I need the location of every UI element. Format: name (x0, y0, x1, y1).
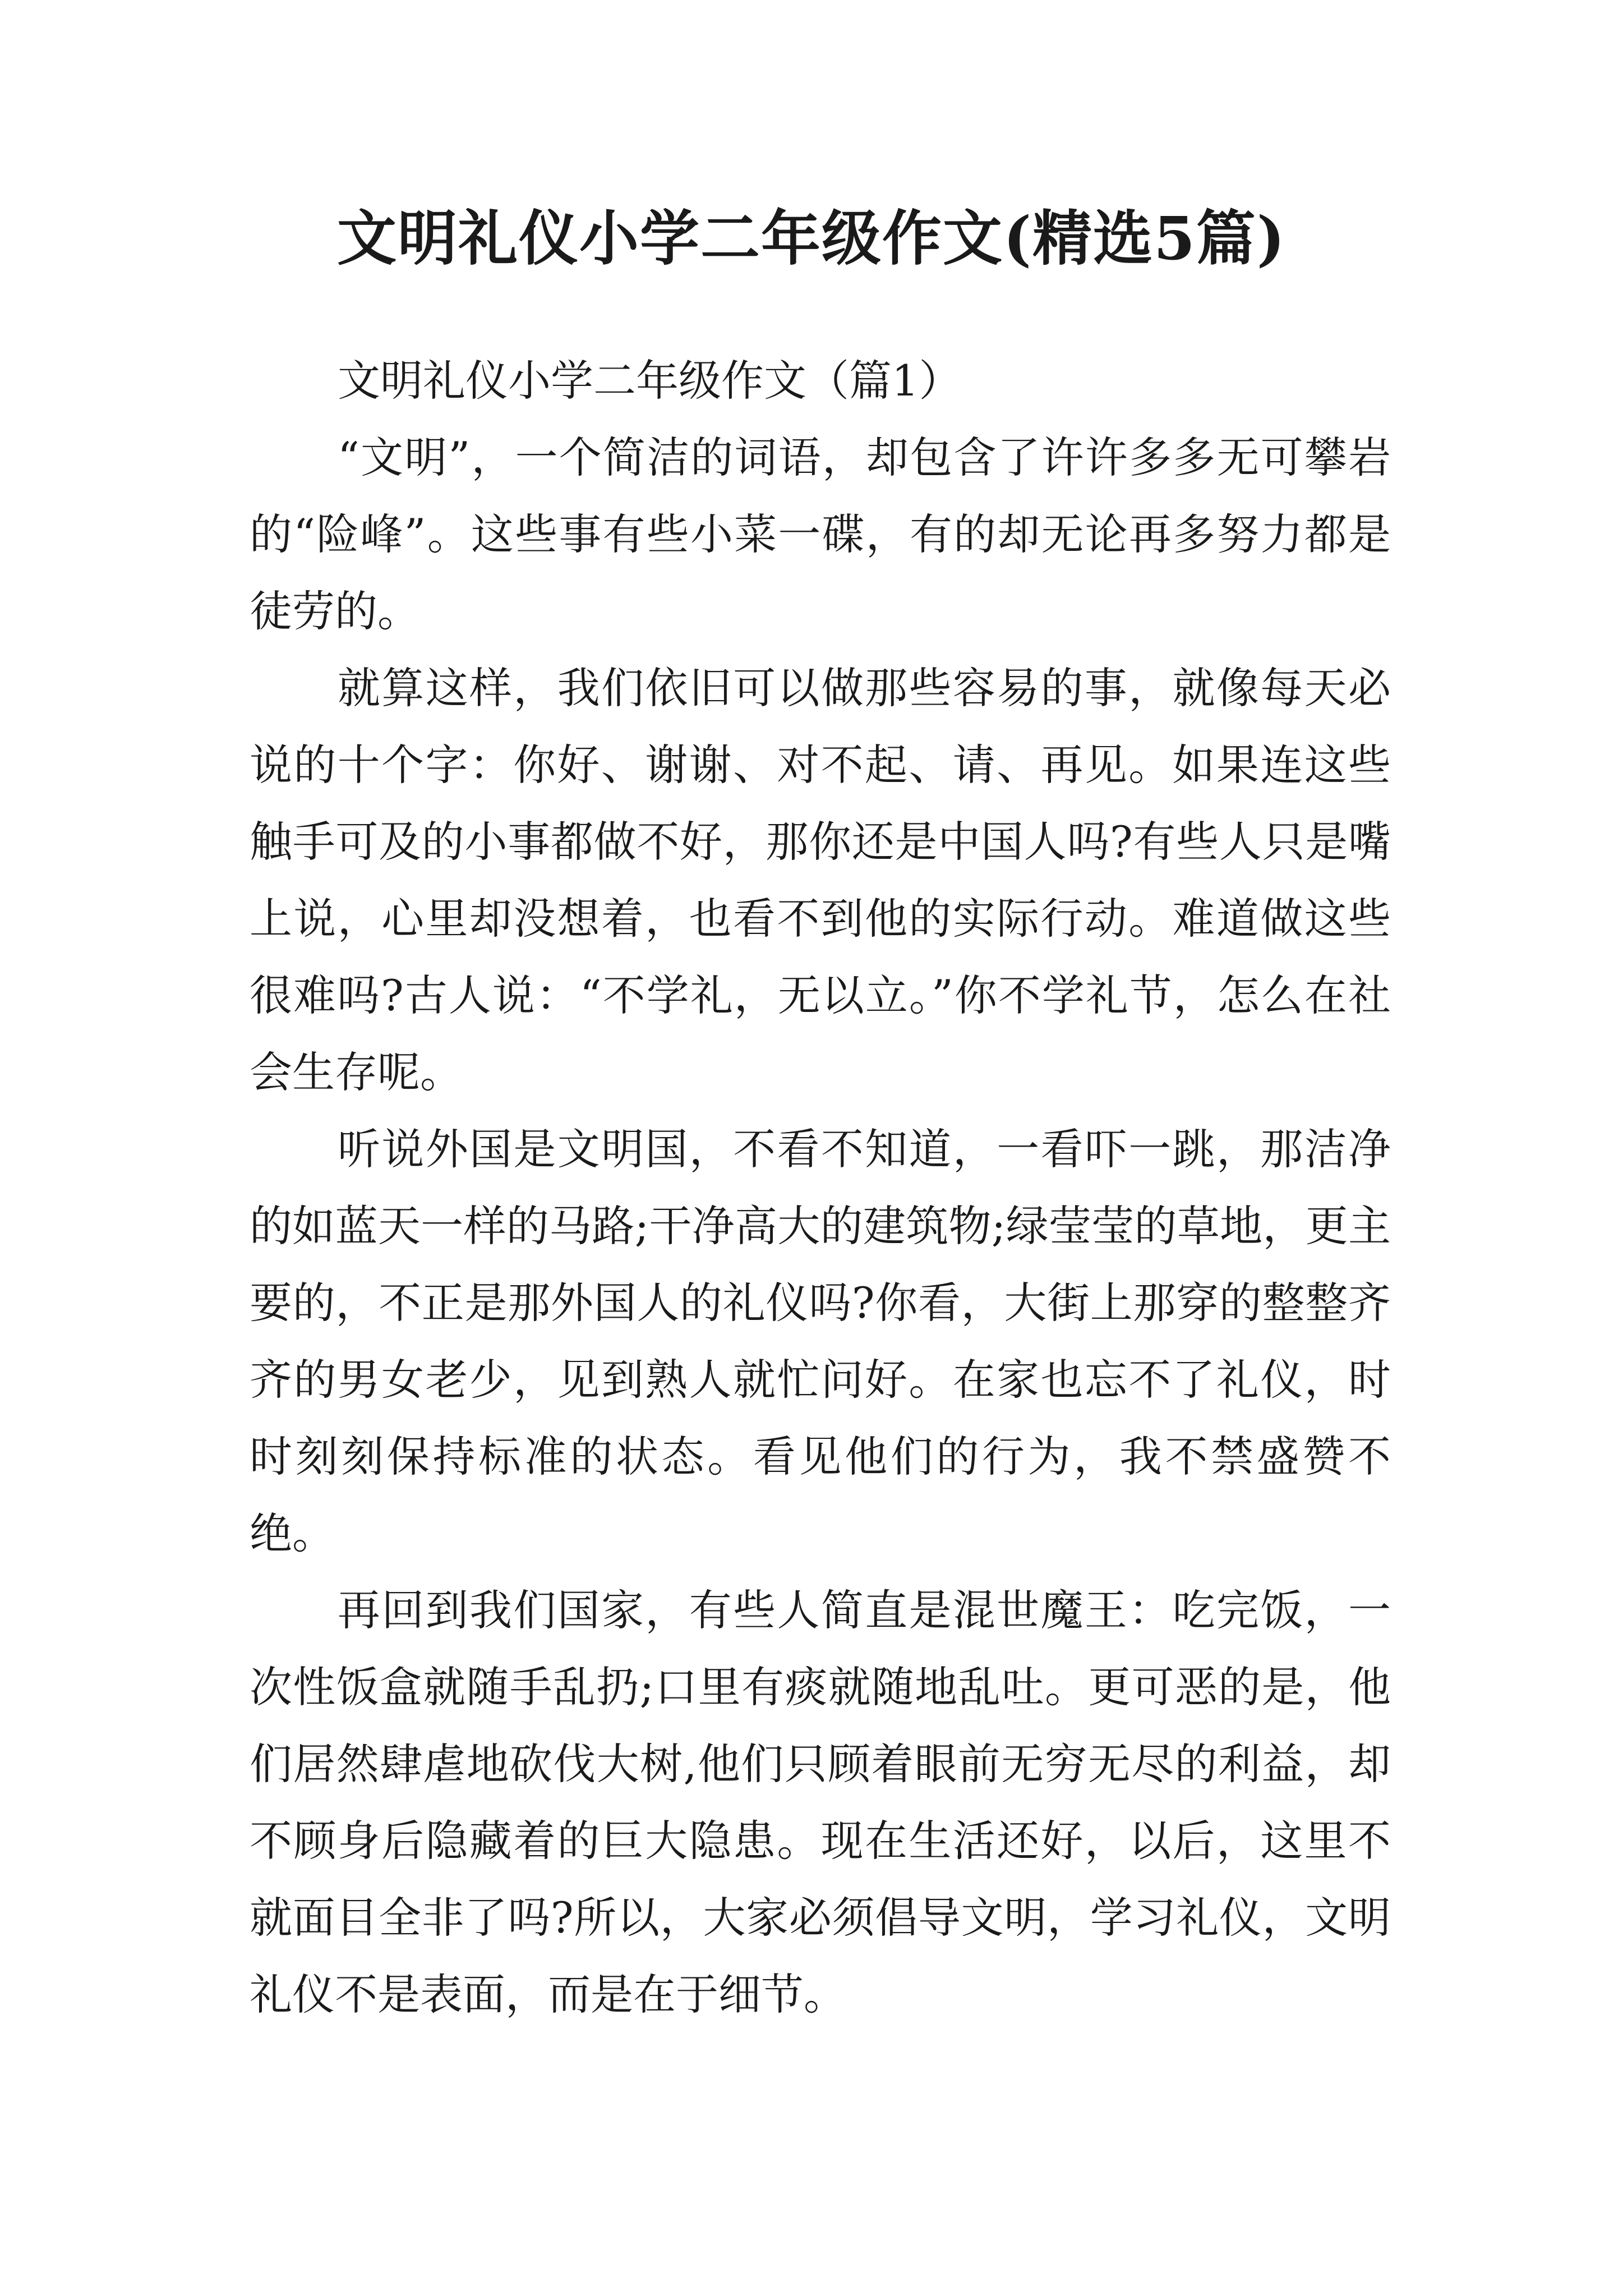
paragraph-2: 就算这样，我们依旧可以做那些容易的事，就像每天必说的十个字：你好、谢谢、对不起、请、再见。如果连这些触手可及的小事都做不好，那你还是中国人吗?有些人只是嘴上说，心里却没想着，也看不到他的实际行动。难道做这些很难吗?古人说：“不学礼，无以立。”你不学礼节，怎么在社会生存呢。 (250, 663, 1391, 1097)
paragraph-3: 听说外国是文明国，不看不知道，一看吓一跳，那洁净的如蓝天一样的马路;干净高大的建筑物;绿莹莹的草地，更主要的，不正是那外国人的礼仪吗?你看，大街上那穿的整整齐齐的男女老少，见到熟人就忙问好。在家也忘不了礼仪，时时刻刻保持标准的状态。看见他们的行为，我不禁盛赞不绝。 (250, 1124, 1391, 1558)
document-body (250, 342, 1391, 2033)
document-title: 文明礼仪小学二年级作文(精选5篇) (336, 203, 1287, 273)
section-heading: 文明礼仪小学二年级作文（篇1） (338, 356, 962, 406)
paragraph-1: “文明”，一个简洁的词语，却包含了许许多多无可攀岩的“险峰”。这些事有些小菜一碟，有的却无论再多努力都是徒劳的。 (250, 432, 1391, 636)
paragraph-4: 再回到我们国家，有些人简直是混世魔王：吃完饭，一次性饭盒就随手乱扔;口里有痰就随地乱吐。更可恶的是，他们居然肆虐地砍伐大树,他们只顾着眼前无穷无尽的利益，却不顾身后隐藏着的巨大隐患。现在生活还好，以后，这里不就面目全非了吗?所以，大家必须倡导文明，学习礼仪，文明礼仪不是表面，而是在于细节。 (250, 1585, 1391, 2019)
